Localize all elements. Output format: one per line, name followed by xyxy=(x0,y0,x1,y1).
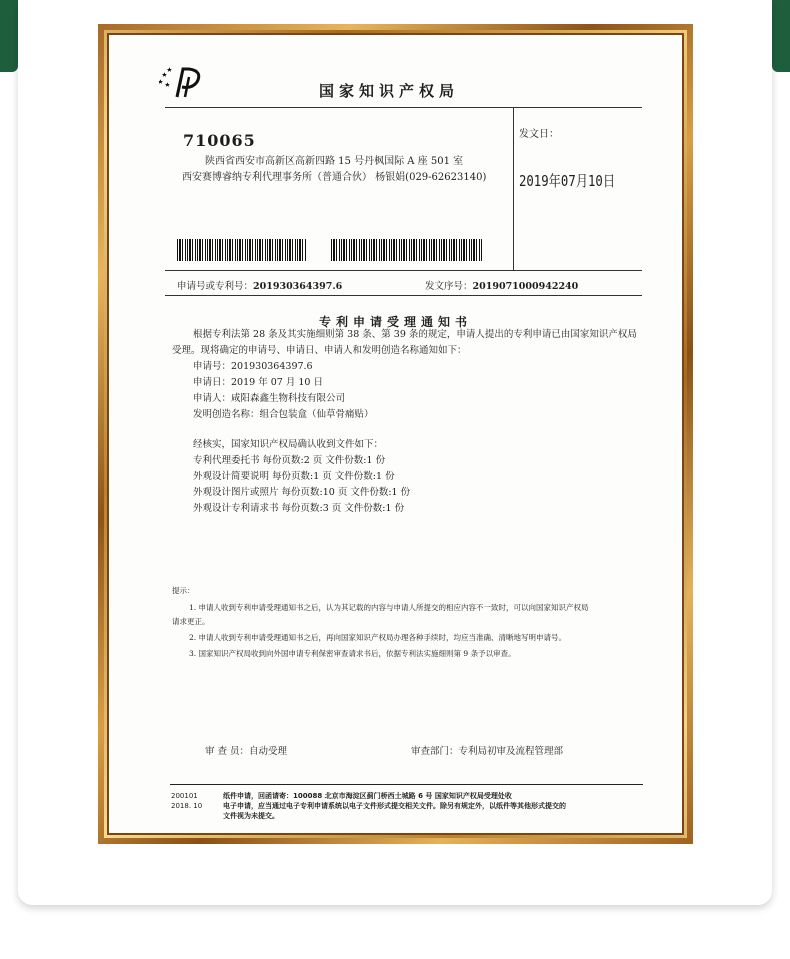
document-line: 外观设计图片或照片 每份页数:10 页 文件份数:1 份 xyxy=(193,487,411,498)
tip-item: 2. 申请人收到专利申请受理通知书之后，再向国家知识产权局办理各种手续时，均应当准确、清晰地写明申请号。 xyxy=(189,633,567,642)
document-line: 专利代理委托书 每份页数:2 页 文件份数:1 份 xyxy=(193,455,386,466)
examiner-label: 审 查 员： xyxy=(205,746,250,757)
barcode xyxy=(177,239,307,261)
detail-line: 申请日：2019 年 07 月 10 日 xyxy=(193,377,323,388)
certificate-document xyxy=(109,35,682,833)
background-accent-right xyxy=(772,0,790,72)
footer-line: 电子申请，应当通过电子专利申请系统以电子文件形式提交相关文件。除另有规定外，以纸件等其他形式提交的 xyxy=(223,802,566,810)
barcode xyxy=(331,239,483,261)
tip-item: 3. 国家知识产权局收到向外国申请专利保密审查请求书后，依据专利法实施细则第 9 条予以审查。 xyxy=(189,649,516,658)
footer-line: 文件视为未提交。 xyxy=(223,812,279,820)
detail-line: 申请号：201930364397.6 xyxy=(193,361,313,372)
serial-number-field xyxy=(425,278,578,292)
tip-item: 请求更正。 xyxy=(172,617,210,626)
serial-number-label: 发文序号： xyxy=(425,281,473,292)
recipient-address: 陕西省西安市高新区高新四路 15 号丹枫国际 A 座 501 室 xyxy=(205,156,464,167)
recipient-agency: 西安赛博睿纳专利代理事务所（普通合伙） 杨银娟(029-62623140) xyxy=(182,172,487,183)
divider xyxy=(513,107,514,270)
application-number: 201930364397.6 xyxy=(253,281,343,292)
tip-item: 1. 申请人收到专利申请受理通知书之后，认为其记载的内容与申请人所提交的相应内容不一致时，可以向国家知识产权局 xyxy=(189,603,589,612)
postcode: 710065 xyxy=(183,131,256,150)
application-number-label: 申请号或专利号： xyxy=(177,281,254,292)
serial-number: 2019071000942240 xyxy=(472,281,579,292)
examiner xyxy=(205,744,287,760)
office-name: 国家知识产权局 xyxy=(319,82,460,100)
documents-intro: 经核实，国家知识产权局确认收到文件如下： xyxy=(193,439,384,450)
application-number-field xyxy=(177,278,342,292)
document-line: 外观设计专利请求书 每份页数:3 页 文件份数:1 份 xyxy=(193,503,405,514)
examiner-value: 自动受理 xyxy=(249,746,288,757)
notice-intro: 受理。现将确定的申请号、申请日、申请人和发明创造名称通知如下： xyxy=(172,345,467,356)
notice-title: 专利申请受理通知书 xyxy=(318,315,472,329)
detail-line: 申请人：咸阳森鑫生物科技有限公司 xyxy=(193,393,346,404)
form-version: 2018. 10 xyxy=(171,802,203,810)
send-date: 2019年07月10日 xyxy=(519,172,616,190)
divider xyxy=(165,295,642,296)
tips-label: 提示： xyxy=(172,586,195,595)
footer-line: 纸件申请，回函请寄：100088 北京市海淀区蓟门桥西土城路 6 号 国家知识产权局受理处收 xyxy=(223,792,512,800)
notice-intro: 根据专利法第 28 条及其实施细则第 38 条、第 39 条的规定，申请人提出的专利申请已由国家知识产权局 xyxy=(193,329,637,340)
background-accent-left xyxy=(0,0,18,72)
divider xyxy=(165,270,642,271)
department-value: 专利局初审及流程管理部 xyxy=(458,746,564,757)
department xyxy=(411,744,563,760)
form-code: 200101 xyxy=(171,792,198,800)
document-line: 外观设计简要说明 每份页数:1 页 文件份数:1 份 xyxy=(193,471,395,482)
footer-divider xyxy=(170,784,643,785)
cnipa-logo-icon xyxy=(159,65,211,99)
detail-line: 发明创造名称：组合包装盒（仙草骨痛贴） xyxy=(193,409,374,420)
divider xyxy=(165,107,642,108)
department-label: 审查部门： xyxy=(411,746,459,757)
certificate-frame xyxy=(98,24,693,844)
send-date-label: 发文日： xyxy=(519,129,559,140)
